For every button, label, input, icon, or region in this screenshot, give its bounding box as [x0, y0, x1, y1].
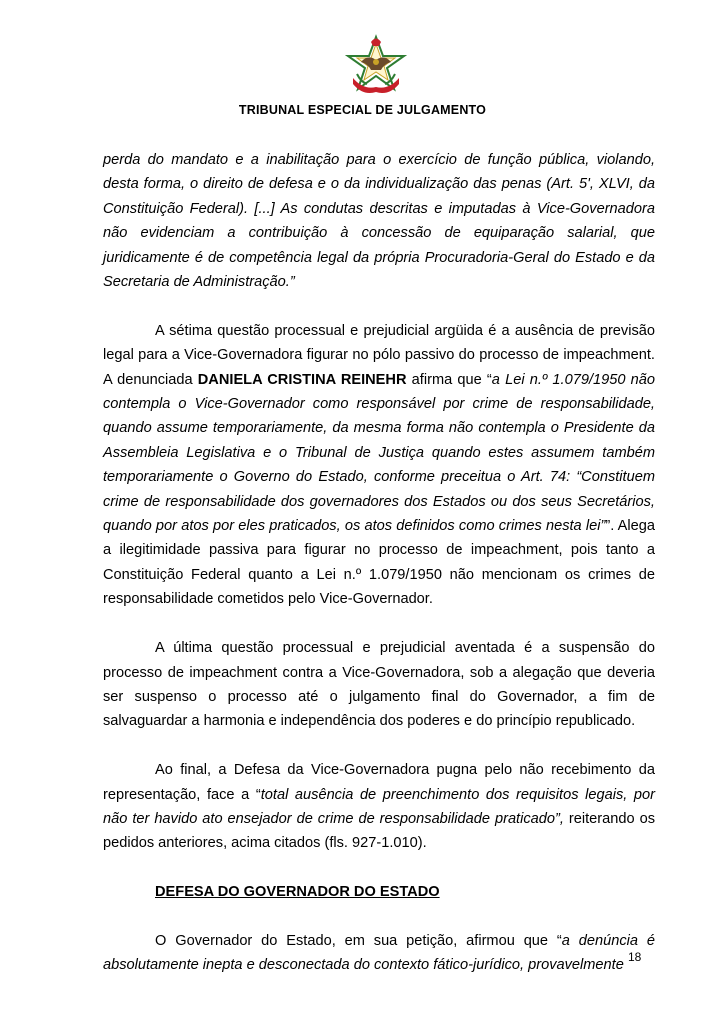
- tribunal-header-title: TRIBUNAL ESPECIAL DE JULGAMENTO: [238, 103, 487, 117]
- paragraph-seventh-issue: [103, 319, 655, 612]
- paragraph-4-quote: total ausência de preenchimento dos requisitos legais, por não ter havido ato ensejador de crime de responsabilidade praticado”,: [103, 786, 655, 827]
- paragraph-2-quote: a Lei n.º 1.079/1950 não contempla o Vice-Governador como responsável por crime de responsabilidade, quando assume temporariamente, da mesma forma não contempla o Presidente da Assembleia Legislativa e o Tribunal de Justiça quando estes assumem também temporariamente o Governo do Estado, conforme preceitua o Art. 74: “Constituem crime de responsabilidade dos governadores dos Estados ou dos seus Secretários, quando por atos por eles praticados, os atos definidos como crimes nesta lei”: [103, 371, 655, 535]
- paragraph-4-intro: Ao final, a Defesa da Vice-Governadora pugna pelo não recebimento da representação, face a “: [103, 762, 655, 803]
- paragraph-4-close: reiterando os pedidos anteriores, acima citados (fls. 927-1.010).: [103, 810, 655, 852]
- paragraph-5-quote: a denúncia é absolutamente inepta e desconectada do contexto fático-jurídico, provavelmente: [103, 932, 655, 974]
- defendant-name: DANIELA CRISTINA REINEHR: [197, 371, 407, 388]
- paragraph-5-intro: O Governador do Estado, em sua petição, afirmou que “: [155, 932, 562, 949]
- paragraph-2-close: ”. Alega a ilegitimidade passiva para figurar no processo de impeachment, pois tanto a Constituição Federal quanto a Lei n.º 1.079/1950 não mencionam os crimes de responsabilidade cometidos pelo Vice-Governador.: [103, 518, 656, 608]
- state-coat-of-arms-icon: [343, 34, 409, 100]
- paragraph-last-issue: A última questão processual e prejudicial aventada é a suspensão do processo de impeachment contra a Vice-Governadora, sob a alegação que deveria ser suspenso o processo até o julgamento final do Governador, a fim de salvaguardar a harmonia e independência dos poderes e do princípio republicado.: [103, 640, 655, 730]
- paragraph-final-request: [103, 758, 655, 856]
- page-number: 18: [628, 950, 642, 964]
- section-heading: DEFESA DO GOVERNADOR DO ESTADO: [155, 884, 440, 901]
- paragraph-2-intro: A sétima questão processual e prejudicial argüida é a ausência de previsão legal para a Vice-Governadora figurar no pólo passivo do processo de impeachment. A denunciada: [103, 322, 655, 388]
- paragraph-2-says: afirma que “: [406, 371, 492, 388]
- quote-continuation: perda do mandato e a inabilitação para o exercício de função pública, violando, desta forma, o direito de defesa e o da individualização das penas (Art. 5', XLVI, da Constituição Federal). [...] As condutas descritas e imputadas à Vice-Governadora não evidenciam a contribuição à concessão de equiparação salarial, que juridicamente é de competência legal da própria Procuradoria-Geral do Estado e da Secretaria de Administração.”: [103, 152, 655, 291]
- paragraph-governor-defense: [103, 929, 655, 978]
- document-body: [103, 148, 655, 978]
